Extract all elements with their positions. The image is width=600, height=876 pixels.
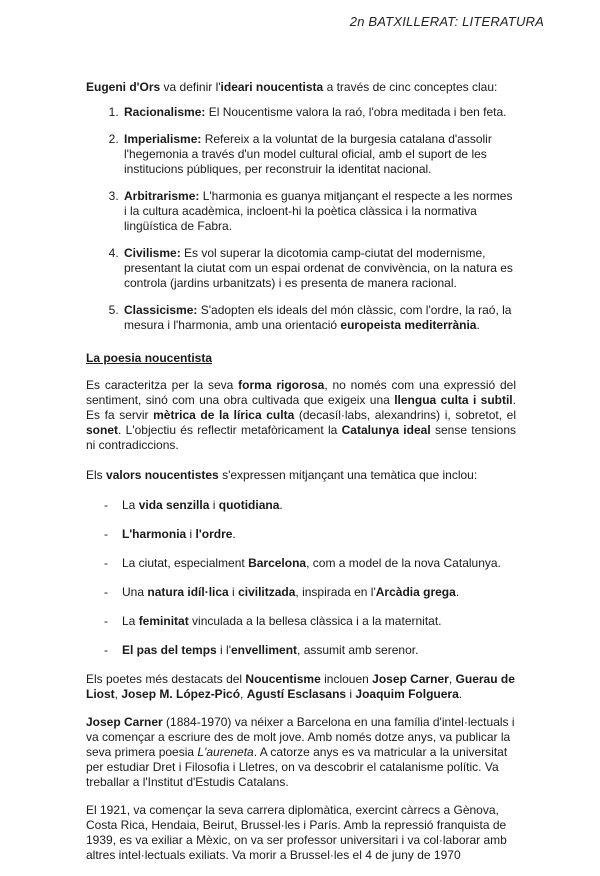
- intro-author: Eugeni d'Ors: [86, 80, 161, 94]
- dash-bullet: -: [104, 498, 108, 512]
- intro-paragraph: [86, 80, 516, 95]
- dash-bullet: -: [104, 527, 108, 541]
- concept-text: El Noucentisme valora la raó, l'obra meditada i ben feta.: [205, 105, 507, 119]
- document-header: 2n BATXILLERAT: LITERATURA: [349, 14, 544, 29]
- concept-text: L'harmonia es guanya mitjançant el respecte a les normes i la cultura acadèmica, incloent-hi la poètica clàssica i la normativa lingüística de Fabra.: [124, 189, 513, 233]
- dash-bullet: -: [104, 585, 108, 599]
- theme-item: - L'harmonia i l'ordre.: [104, 527, 236, 541]
- poesia-paragraph: Es caracteritza per la seva forma rigorosa, no només com una expressió del sentiment, sinó com una obra cultivada que exigeix una llengua culta i subtil. Es fa servir mètrica de la lírica culta (decasíl·labs, alexandrins) i, sobretot, el sonet. L'objectiu és reflectir metafòricament la Catalunya ideal sense tensions ni contradiccions.: [86, 378, 517, 452]
- poets-paragraph: Els poetes més destacats del Noucentisme inclouen Josep Carner, Guerau de Liost, Josep M. López-Picó, Agustí Esclasans i Joaquim Folguera.: [86, 672, 515, 701]
- document-body: [86, 80, 516, 876]
- theme-item: - La ciutat, especialment Barcelona, com a model de la nova Catalunya.: [104, 556, 501, 570]
- carner-career-paragraph: El 1921, va començar la seva carrera diplomàtica, exercint càrrecs a Gènova, Costa Rica, Hendaia, Beirut, Brussel·les i París. Amb la repressió franquista de 1939, es va exiliar a Mèxic, on va ser professor universitari i va col·laborar amb altres intel·lectuals exiliats. Va morir a Brussel·les el 4 de juny de 1970: [86, 803, 507, 862]
- section-title: La poesia noucentista: [86, 351, 213, 365]
- concept-text: Es vol superar la dicotomia camp-ciutat del modernisme, presentant la ciutat com un espai ordenat de convivència, on la natura es controla (jardins urbanitzats) i es presenta de manera racional.: [124, 246, 513, 290]
- dash-bullet: -: [104, 643, 108, 657]
- intro-text: va definir l': [160, 80, 221, 94]
- themes-list: [86, 498, 516, 658]
- concept-term: Civilisme:: [124, 246, 181, 260]
- concept-item: [122, 246, 516, 291]
- concept-bold: europeista mediterrània: [340, 318, 477, 332]
- theme-item: - La vida senzilla i quotidiana.: [104, 498, 283, 512]
- theme-item: - El pas del temps i l'envelliment, assumit amb serenor.: [104, 643, 419, 657]
- concept-text: .: [476, 318, 480, 332]
- concept-term: Arbitrarisme:: [124, 189, 200, 203]
- concept-term: Racionalisme:: [124, 105, 206, 119]
- concept-item: [122, 189, 516, 234]
- dash-bullet: -: [104, 614, 108, 628]
- concept-text: Refereix a la voluntat de la burgesia catalana d'assolir l'hegemonia a través d'un model cultural oficial, amb el suport de les institucions públiques, per reconstruir la identitat nacional.: [124, 132, 492, 176]
- concept-term: Classicisme:: [124, 303, 198, 317]
- concept-text: S'adopten els ideals del món clàssic, com l'ordre, la raó, la mesura i l'harmonia, amb una orientació: [124, 303, 512, 332]
- dash-bullet: -: [104, 556, 108, 570]
- intro-text: a través de cinc conceptes clau:: [323, 80, 498, 94]
- concept-item: [122, 105, 516, 120]
- concept-term: Imperialisme:: [124, 132, 202, 146]
- valors-paragraph: Els valors noucentistes s'expressen mitjançant una temàtica que inclou:: [86, 468, 478, 482]
- theme-item: - La feminitat vinculada a la bellesa clàssica i a la maternitat.: [104, 614, 442, 628]
- concepts-list: [86, 105, 516, 333]
- carner-bio-paragraph: Josep Carner (1884-1970) va néixer a Barcelona en una família d'intel·lectuals i va començar a escriure des de molt jove. Amb només dotze anys, va publicar la seva primera poesia L'aureneta. A catorze anys es va matricular a la universitat per estudiar Dret i Filosofia i Lletres, on va descobrir el catalanisme polític. Va treballar a l'Institut d'Estudis Catalans.: [86, 715, 515, 789]
- intro-bold: ideari noucentista: [220, 80, 324, 94]
- concept-item: [122, 303, 516, 333]
- concept-item: [122, 132, 516, 177]
- theme-item: - Una natura idíl·lica i civilitzada, inspirada en l'Arcàdia grega.: [104, 585, 460, 599]
